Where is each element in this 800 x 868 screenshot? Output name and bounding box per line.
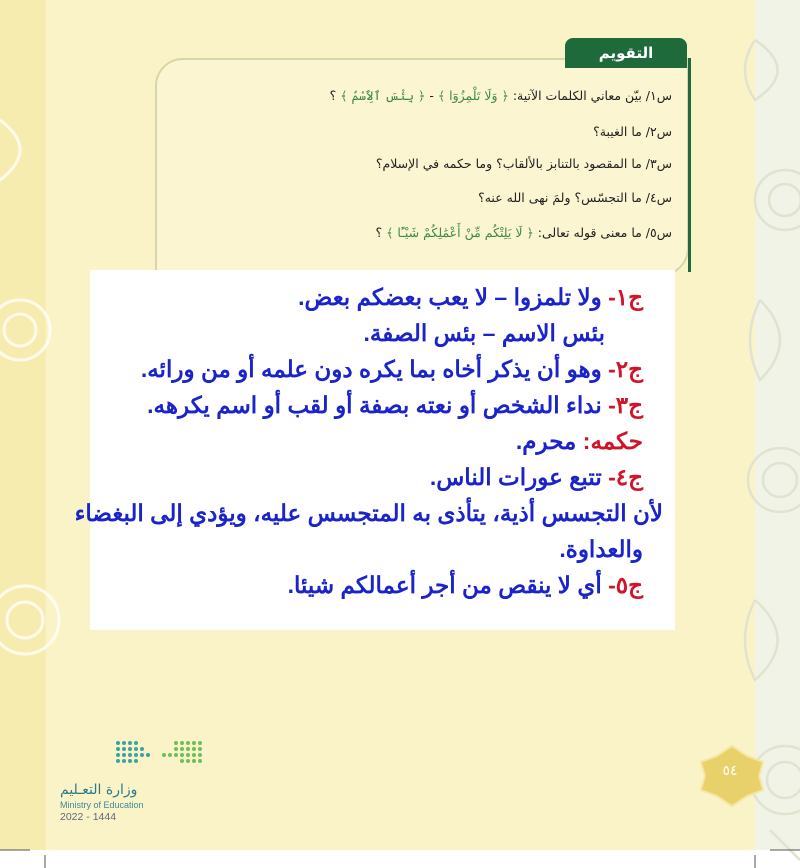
answer-5-label: ج٥-: [608, 572, 643, 598]
page-number: ٥٤: [722, 763, 738, 779]
answer-2-text: وهو أن يذكر أخاه بما يكره دون علمه أو من ورائه.: [140, 356, 609, 382]
question-5: [375, 225, 672, 240]
answer-4-text: تتبع عورات الناس.: [429, 464, 609, 490]
answer-1-text: ولا تلمزوا – لا يعب بعضكم بعض.: [298, 284, 609, 310]
ministry-name-arabic: وزارة التعـليم: [60, 782, 138, 798]
question-4: س٤/ ما التجسّس؟ ولمَ نهى الله عنه؟: [478, 190, 672, 205]
answer-2: [141, 356, 643, 383]
answer-1: [298, 284, 643, 311]
answer-5-text: أي لا ينقص من أجر أعمالكم شيئا.: [287, 572, 609, 598]
answer-2-label: ج٢-: [608, 356, 643, 382]
question-1-text: س١/ بيّن معاني الكلمات الآتية:: [512, 88, 672, 103]
answer-4-reason-continued: والعداوة.: [559, 536, 643, 562]
evaluation-box-border: [676, 58, 691, 272]
answer-3-text: نداء الشخص أو نعته بصفة أو لقب أو اسم يكرهه.: [147, 392, 609, 418]
question-2: س٢/ ما الغيبة؟: [593, 124, 672, 139]
ministry-name-english: Ministry of Education: [60, 800, 144, 810]
question-5-end: ؟: [375, 225, 383, 240]
answers-box: [74, 270, 675, 630]
quran-term-2: ﴿ بِئْسَ ٱلِٱسْمُ ﴾: [340, 88, 426, 103]
ruling-label: حكمه:: [582, 428, 643, 454]
answer-3-label: ج٣-: [608, 392, 643, 418]
evaluation-title: التقويم: [565, 38, 687, 68]
ruling-text: محرم.: [515, 428, 583, 454]
ruling: [516, 428, 643, 455]
ministry-logo-icon: [112, 735, 208, 775]
question-3: س٣/ ما المقصود بالتنابز بالألقاب؟ وما حكمه في الإسلام؟: [375, 156, 672, 171]
answer-4-label: ج٤-: [608, 464, 643, 490]
answer-3: [147, 392, 643, 419]
question-1: [330, 88, 672, 103]
quran-term-3: ﴿ لَا يَلِتْكُم مِّنْ أَعْمَٰلِكُمْ شَيْـًٔا ﴾: [386, 225, 534, 240]
answer-4: [430, 464, 643, 491]
question-1-dash: -: [429, 88, 434, 103]
question-1-end: ؟: [329, 88, 337, 103]
answer-1-label: ج١-: [608, 284, 643, 310]
answer-1-continued: بئس الاسم – بئس الصفة.: [363, 320, 605, 346]
answer-5: [288, 572, 643, 599]
year-label: 2022 - 1444: [60, 811, 117, 823]
quran-term-1: ﴿ وَلَا تَلْمِزُوٓا ﴾: [437, 88, 509, 103]
answer-4-reason: لأن التجسس أذية، يتأذى به المتجسس عليه، ويؤدي إلى البغضاء: [74, 500, 663, 526]
question-5-text: س٥/ ما معنى قوله تعالى:: [537, 225, 672, 240]
